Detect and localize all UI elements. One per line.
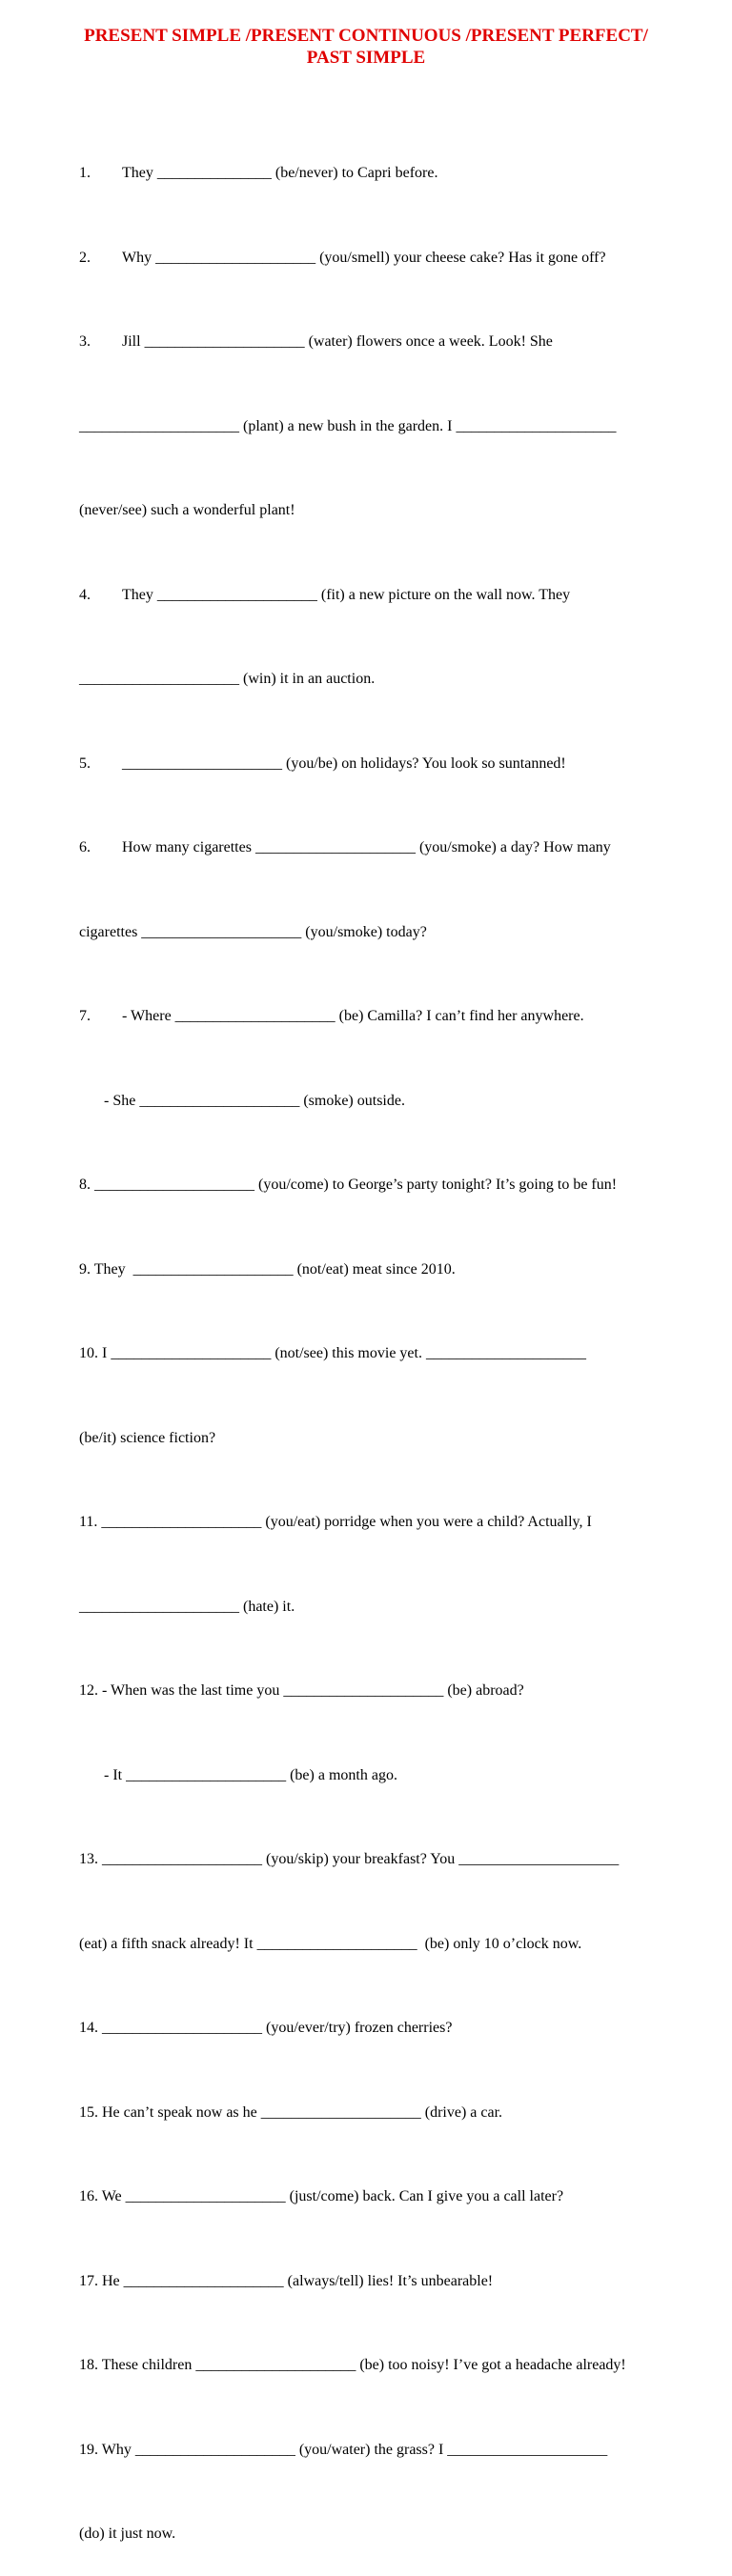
exercise-12: 12. - When was the last time you _____________________ (be) abroad? bbox=[79, 1682, 524, 1699]
exercise-6 bbox=[79, 834, 708, 862]
exercise-3 bbox=[79, 328, 708, 356]
exercise-7 bbox=[79, 1002, 708, 1031]
exercise-9: 9. They _____________________ (not/eat) meat since 2010. bbox=[79, 1260, 456, 1278]
exercise-text: They _____________________ (fit) a new picture on the wall now. They bbox=[122, 586, 571, 603]
exercise-1 bbox=[79, 159, 708, 188]
exercise-11-cont: _____________________ (hate) it. bbox=[79, 1598, 295, 1615]
exercise-13: 13. _____________________ (you/skip) your breakfast? You _____________________ bbox=[79, 1851, 620, 1867]
item-number: 6. bbox=[79, 839, 91, 855]
exercise-10: 10. I _____________________ (not/see) this movie yet. _____________________ bbox=[79, 1345, 586, 1361]
exercise-text: How many cigarettes _____________________ (you/smoke) a day? How many bbox=[122, 839, 611, 855]
exercise-2 bbox=[79, 244, 708, 272]
exercise-15: 15. He can’t speak now as he _____________________ (drive) a car. bbox=[79, 2103, 503, 2121]
item-number: 3. bbox=[79, 333, 91, 350]
exercise-4-cont: _____________________ (win) it in an auction. bbox=[79, 671, 376, 687]
exercise-text: _____________________ (you/be) on holidays? You look so suntanned! bbox=[122, 755, 566, 772]
exercise-8: 8. _____________________ (you/come) to George’s party tonight? It’s going to be fun! bbox=[79, 1177, 618, 1193]
exercise-3-cont-1: _____________________ (plant) a new bush in the garden. I _____________________ bbox=[79, 417, 617, 434]
item-number: 7. bbox=[79, 1008, 91, 1024]
title-line-1: PRESENT SIMPLE /PRESENT CONTINUOUS /PRESENT PERFECT/ bbox=[84, 26, 648, 46]
exercise-6-cont: cigarettes _____________________ (you/smoke) today? bbox=[79, 923, 427, 940]
exercise-text: Why _____________________ (you/smell) your cheese cake? Has it gone off? bbox=[122, 249, 606, 266]
exercise-11: 11. _____________________ (you/eat) porridge when you were a child? Actually, I bbox=[79, 1514, 592, 1530]
exercise-7-cont: - She _____________________ (smoke) outside. bbox=[104, 1092, 405, 1109]
exercise-list bbox=[79, 103, 708, 2576]
item-number: 5. bbox=[79, 755, 91, 772]
exercise-4 bbox=[79, 581, 708, 610]
item-number: 4. bbox=[79, 586, 91, 603]
exercise-17: 17. He _____________________ (always/tell) lies! It’s unbearable! bbox=[79, 2272, 494, 2289]
exercise-text: Jill _____________________ (water) flowers once a week. Look! She bbox=[122, 333, 553, 350]
exercise-19-cont: (do) it just now. bbox=[79, 2526, 176, 2542]
exercise-text: - Where _____________________ (be) Camilla? I can’t find her anywhere. bbox=[122, 1008, 584, 1024]
exercise-5 bbox=[79, 750, 708, 778]
exercise-13-cont: (eat) a fifth snack already! It _____________________ (be) only 10 o’clock now. bbox=[79, 1935, 582, 1952]
worksheet-title bbox=[0, 25, 732, 69]
exercise-12-cont: - It _____________________ (be) a month ago. bbox=[104, 1766, 397, 1783]
item-number: 2. bbox=[79, 249, 91, 266]
item-number: 1. bbox=[79, 165, 91, 181]
exercise-10-cont: (be/it) science fiction? bbox=[79, 1429, 216, 1446]
exercise-19: 19. Why _____________________ (you/water) the grass? I _____________________ bbox=[79, 2441, 608, 2458]
exercise-18: 18. These children _____________________ (be) too noisy! I’ve got a headache already! bbox=[79, 2357, 626, 2373]
exercise-text: They _______________ (be/never) to Capri before. bbox=[122, 165, 438, 181]
exercise-16: 16. We _____________________ (just/come) back. Can I give you a call later? bbox=[79, 2188, 564, 2204]
exercise-14: 14. _____________________ (you/ever/try) frozen cherries? bbox=[79, 2020, 453, 2036]
exercise-3-cont-2: (never/see) such a wonderful plant! bbox=[79, 502, 295, 518]
title-line-2: PAST SIMPLE bbox=[306, 48, 426, 68]
